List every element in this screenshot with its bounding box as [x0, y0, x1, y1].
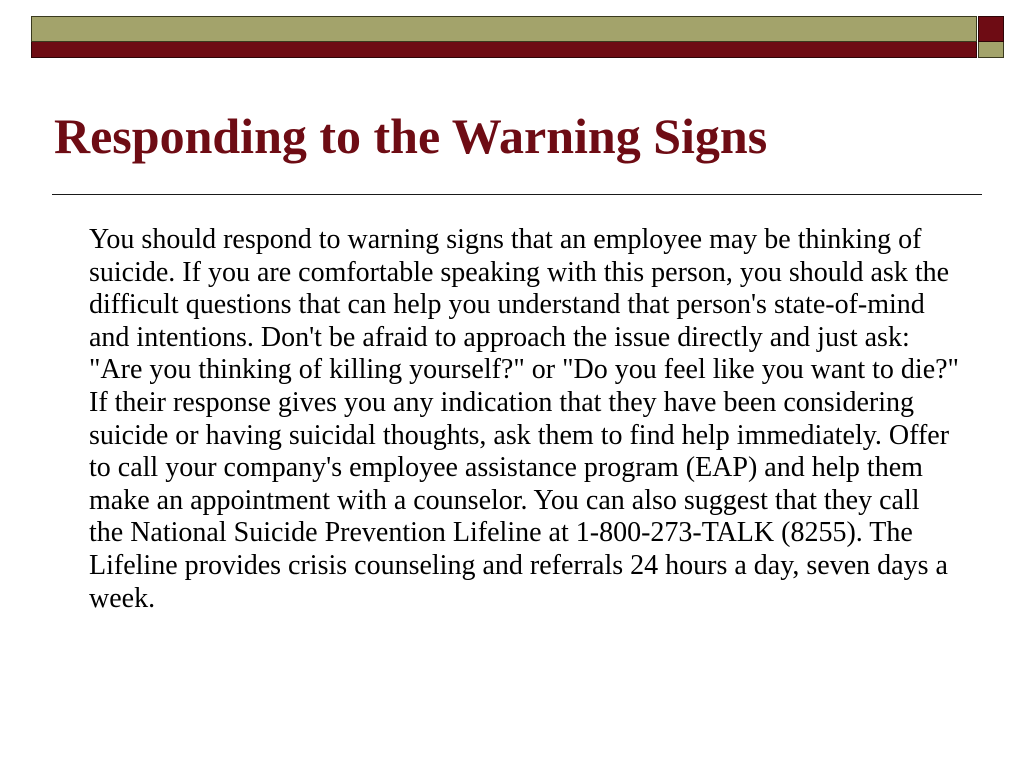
slide-title: Responding to the Warning Signs [54, 108, 768, 164]
header-corner-square-maroon [978, 16, 1004, 42]
slide-body-text: You should respond to warning signs that an employee may be thinking of suicide. If you are comfortable speaking with this person, you should ask the difficult questions that can help you understand that person's state-of-mind and intentions. Don't be afraid to approach the issue directly and just ask: "Are you thinking of killing yourself?" or "Do you feel like you want to die?" If their response gives you any indication that they have been considering suicide or having suicidal thoughts, ask them to find help immediately. Offer to call your company's employee assistance program (EAP) and help them make an appointment with a counselor. You can also suggest that they call the National Suicide Prevention Lifeline at 1-800-273-TALK (8255). The Lifeline provides crisis counseling and referrals 24 hours a day, seven days a week. [89, 224, 959, 614]
header-bar-maroon [31, 42, 977, 58]
header-corner-square-olive [978, 42, 1004, 58]
header-bar-olive [31, 16, 977, 42]
title-divider [52, 194, 982, 195]
